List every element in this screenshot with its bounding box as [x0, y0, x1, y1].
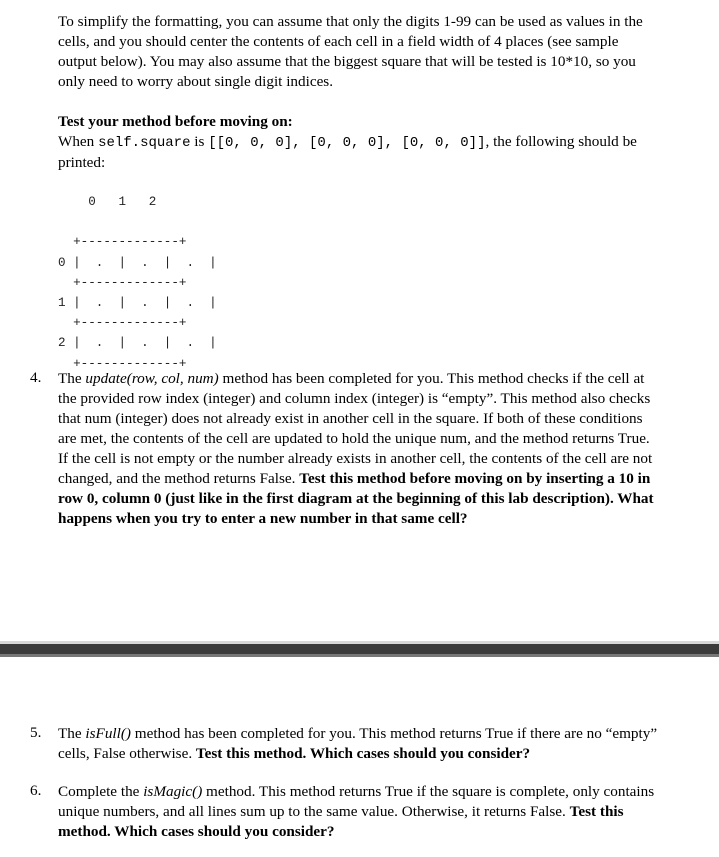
item-6-number: 6. — [30, 782, 42, 799]
item-6-bold: Test this method. Which cases should you consider? — [58, 803, 624, 840]
item-6-t2: method. This method returns True if the square is complete, only contains unique numbers, and all lines sum up to the same value. Otherwise, it returns False. — [58, 783, 655, 820]
test-heading: Test your method before moving on: — [58, 113, 293, 130]
item-6-method: isMagic() — [143, 783, 203, 800]
item-5-t1: The — [58, 725, 86, 742]
code-self-square: self.square — [98, 135, 191, 151]
item-4-method: update(row, col, num) — [85, 370, 219, 387]
test-suffix: , the following should be printed: — [58, 133, 637, 171]
test-prefix: When — [58, 133, 99, 150]
item-5-t2: method has been completed for you. This method returns True if there are no “empty” cells, False otherwise. — [58, 725, 658, 762]
test-is: is — [190, 133, 209, 150]
item-4-bold: Test this method before moving on by inserting a 10 in row 0, column 0 (just like in the first diagram at the beginning of this lab description). What happens when you try to enter a new number in that same cell? — [58, 470, 654, 527]
item-6-t1: Complete the — [58, 783, 144, 800]
item-4-number: 4. — [30, 369, 42, 386]
item-5-method: isFull() — [85, 725, 131, 742]
sample-output-grid: 0 1 2 +-------------+ 0 | . | . | . | +-------------+ 1 | . | . | . | +-------------+ 2 | . | . | . | +-------------+ — [58, 195, 217, 371]
item-5-text — [58, 724, 658, 764]
page-divider — [0, 641, 719, 657]
item-4-t1: The — [58, 370, 86, 387]
item-4-t2: method has been completed for you. This method checks if the cell at the provided row index (integer) and column index (integer) is “empty”. This method also checks that num (integer) does not already exist in another cell in the square. If both of these conditions are met, the contents of the cell are updated to hold the unique num, and the method returns True. If the cell is not empty or the number already exists in another cell, the contents of the cell are not changed, and the method returns False. — [58, 370, 653, 487]
item-5-bold: Test this method. Which cases should you consider? — [195, 745, 531, 762]
test-instruction — [58, 132, 658, 173]
code-square-value: [[0, 0, 0], [0, 0, 0], [0, 0, 0]] — [208, 135, 486, 151]
intro-paragraph: To simplify the formatting, you can assume that only the digits 1-99 can be used as values in the cells, and you should center the contents of each cell in a field width of 4 places (see sample output below). You may also assume that the biggest square that will be tested is 10*10, so you only need to worry about single digit indices. — [58, 13, 643, 90]
item-6-text — [58, 782, 658, 842]
item-5-number: 5. — [30, 724, 42, 741]
item-4-text — [58, 369, 658, 529]
